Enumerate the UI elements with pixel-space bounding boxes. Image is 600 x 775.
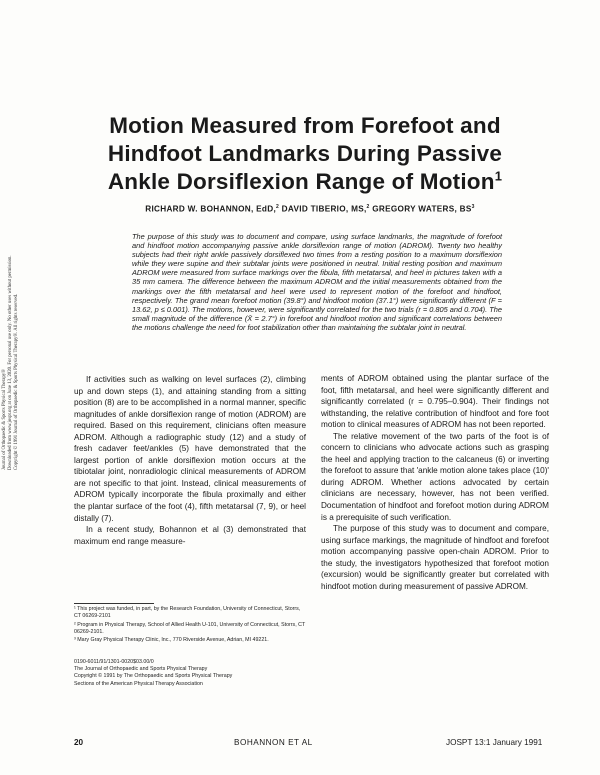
abstract: The purpose of this study was to document and compare, using surface landmarks, the magnitude of forefoot and hindfoot motion accompanying passive ankle dorsiflexion range of motion (ADROM). Twenty two healthy subjects had their right ankle passively dorsiflexed two times from a resting position to a maximum dorsiflexion while they were supine and their subtalar joints were positioned in neutral. Initial resting position and maximum ADROM were measured from surface markings over the fibula, fifth metatarsal, and heel in pictures taken with a 35 mm camera. The difference between the maximum ADROM and the initial measurements obtained from the markings over the fifth metatarsal and heel were used to represent motion of the forefoot and hindfoot, respectively. The grand mean forefoot motion (39.8°) and hindfoot motion (37.1°) were significantly different (F = 13.62, p ≤ 0.001). The motions, however, were significantly correlated for the two trials (r = 0.805 and 0.704). The small magnitude of the difference (X̄ = 2.7°) in forefoot and hindfoot motion and significant correlations between the motions challenge the need for foot stabilization other than maintaining the subtalar joint in neutral. <box>132 232 502 332</box>
publication-info <box>74 659 314 688</box>
download-notice-line: Journal of Orthopaedic & Sports Physical Therapy® <box>2 369 7 470</box>
footnote-divider <box>74 603 154 604</box>
footnote: ³ Mary Gray Physical Therapy Clinic, Inc., 770 Riverside Avenue, Adrian, MI 49221. <box>74 637 269 644</box>
author-name: RICHARD W. BOHANNON, EdD, <box>145 204 277 214</box>
copyright-line: Sections of the American Physical Therapy Association <box>74 680 203 687</box>
paragraph: ments of ADROM obtained using the plantar surface of the foot, fifth metatarsal, and heel were significantly different and significantly correlated (r = 0.795–0.904). Their findings not withstanding, the relative contribution of hindfoot and fore foot motion to clinical measures of ADROM has not been reported. <box>321 374 549 430</box>
page-number: 20 <box>74 738 84 747</box>
issn-line: 0190-6011/91/1301-0020$03.00/0 <box>74 659 154 665</box>
footnotes <box>74 606 306 645</box>
journal-line: The Journal of Orthopaedic and Sports Physical Therapy <box>74 666 208 673</box>
footnote: ¹ This project was funded, in part, by the Research Foundation, University of Connecticut, Storrs, CT 06269-2101 <box>74 606 301 620</box>
author-name: DAVID TIBERIO, MS, <box>279 204 367 214</box>
body-column-right <box>321 373 549 592</box>
article-title <box>70 112 540 196</box>
download-notice-line: Downloaded from www.jospt.org at on June 13, 2020. For personal use only. No other uses without permission. <box>8 255 13 470</box>
download-notice <box>2 240 20 470</box>
paragraph: The purpose of this study was to document and compare, using surface markings, the magnitude of hindfoot and forefoot motion accompanying passive open-chain ADROM. Prior to the study, the investigators hypothesized that forefoot motion (excursion) would be significantly greater but correlated with hindfoot motion during measurement of passive ADROM. <box>321 524 549 591</box>
title-line: Ankle Dorsiflexion Range of Motion$^1$ <box>107 168 503 194</box>
copyright-line: Copyright © 1991 by The Orthopaedic and Sports Physical Therapy <box>74 673 233 680</box>
title-line: Hindfoot Landmarks During Passive <box>107 141 503 166</box>
body-column-left <box>74 374 306 547</box>
title-footnote-marker: 1 <box>494 168 503 184</box>
title-line: Motion Measured from Forefoot and <box>109 113 501 138</box>
running-head-journal: JOSPT 13:1 January 1991 <box>446 738 543 747</box>
download-notice-line: Copyright © 1991 Journal of Orthopaedic & Sports Physical Therapy®. All rights reserved. <box>14 293 19 470</box>
footnote: ² Program in Physical Therapy, School of Allied Health U-101, University of Connecticut, Storrs, CT 06269-2101. <box>74 621 306 635</box>
paragraph: If activities such as walking on level surfaces (2), climbing up and down steps (1), and attaining standing from a sitting position (8) are to be accomplished in a normal manner, specific magnitudes of ankle dorsiflexion range of motion (ADROM) are required. Based on this requirement, clinicians often measure ADROM. Although a radiographic study (12) and a study of fresh cadaver feet/ankles (5) have demonstrated that the largest portion of ankle dorsiflexion motion occurs at the tibiotalar joint, nonradiologic clinical measurements of ADROM are not specific to that joint. Instead, clinical measurements of ADROM typically incorporate the fibula proximally and either the plantar surface of the foot (4), fifth metatarsal (7, 9), or heel distally (7). <box>74 375 306 523</box>
author-line: RICHARD W. BOHANNON, EdD,$^2$ DAVID TIBERIO, MS,$^2$ GREGORY WATERS, $BS^3$ <box>145 204 475 214</box>
author-name: GREGORY WATERS, BS <box>369 204 472 214</box>
paragraph: The relative movement of the two parts of the foot is of concern to clinicians who advocate actions such as grasping the heel and applying traction to the calcaneus (6) or inverting the forefoot to assure that 'ankle motion alone takes place (10)' during ADROM. Whether actions advocated by certain clinicians are necessary, however, has not been verified. Documentation of hindfoot and forefoot motion during ADROM is a prerequisite of such verification. <box>321 431 549 522</box>
paragraph: In a recent study, Bohannon et al (3) demonstrated that maximum end range measure- <box>74 525 306 546</box>
running-head-author: BOHANNON ET AL <box>234 738 313 747</box>
